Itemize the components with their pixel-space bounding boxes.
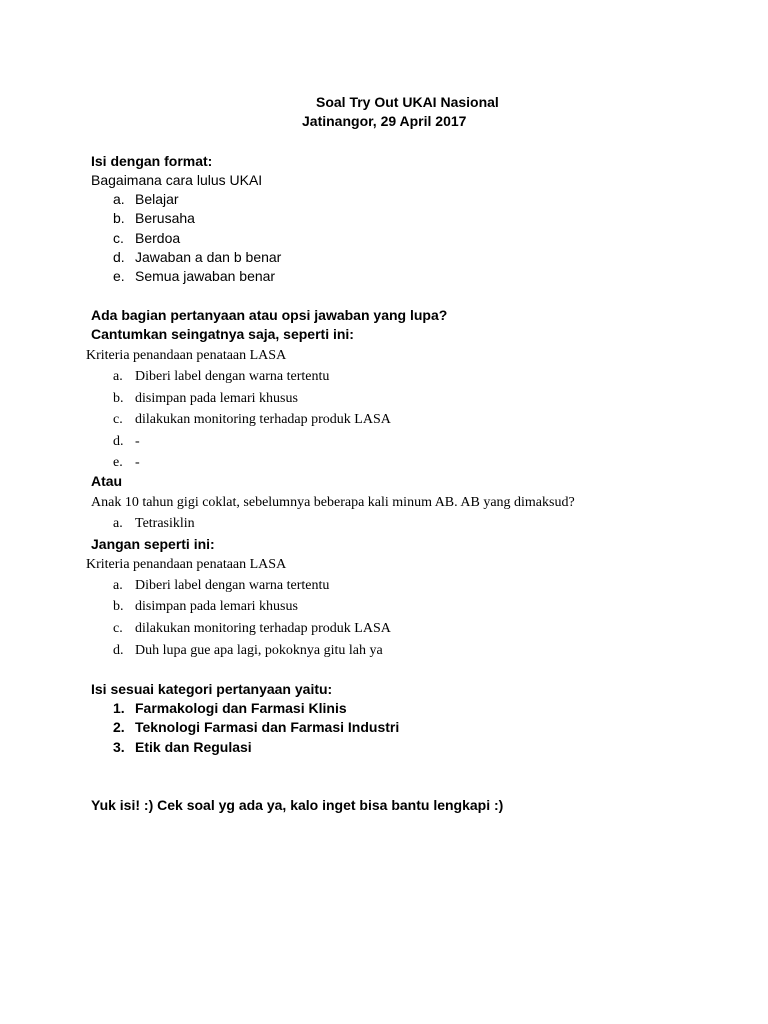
option-marker: b. xyxy=(113,391,124,406)
forgot-option-d xyxy=(113,432,140,451)
forgot-option-a xyxy=(113,367,329,386)
option-text: - xyxy=(135,455,140,470)
dont-option-b xyxy=(113,597,298,616)
option-text: Berdoa xyxy=(135,230,181,246)
format-option-a xyxy=(113,190,179,209)
forgot-option-b xyxy=(113,389,298,408)
option-text: Duh lupa gue apa lagi, pokoknya gitu lah ya xyxy=(135,643,383,658)
dont-question: Kriteria penandaan penataan LASA xyxy=(86,557,287,572)
closing-note: Yuk isi! :) Cek soal yg ada ya, kalo inget bisa bantu lengkapi :) xyxy=(91,797,504,813)
option-text: disimpan pada lemari khusus xyxy=(135,391,298,406)
forgot-instruction: Cantumkan seingatnya saja, seperti ini: xyxy=(91,326,354,342)
category-heading: Isi sesuai kategori pertanyaan yaitu: xyxy=(91,681,333,697)
forgot-option-e xyxy=(113,453,140,472)
item-marker: 3. xyxy=(113,739,125,755)
dont-heading: Jangan seperti ini: xyxy=(91,536,215,552)
option-text: Belajar xyxy=(135,191,179,207)
option-marker: c. xyxy=(113,412,123,427)
option-marker: a. xyxy=(113,369,123,384)
document-title: Soal Try Out UKAI Nasional xyxy=(316,94,499,110)
forgot-heading: Ada bagian pertanyaan atau opsi jawaban yang lupa? xyxy=(91,307,448,323)
option-marker: b. xyxy=(113,210,125,226)
option-marker: c. xyxy=(113,230,124,246)
option-marker: d. xyxy=(113,643,124,658)
option-marker: a. xyxy=(113,516,123,531)
format-question: Bagaimana cara lulus UKAI xyxy=(91,172,263,188)
item-marker: 2. xyxy=(113,719,125,735)
document-date: Jatinangor, 29 April 2017 xyxy=(302,113,467,129)
format-option-d xyxy=(113,248,281,267)
category-item-1 xyxy=(113,699,347,718)
format-heading: Isi dengan format: xyxy=(91,153,213,169)
option-marker: d. xyxy=(113,249,125,265)
option-marker: b. xyxy=(113,599,124,614)
option-marker: c. xyxy=(113,621,123,636)
format-option-c xyxy=(113,229,180,248)
item-text: Farmakologi dan Farmasi Klinis xyxy=(135,700,347,716)
dont-option-c xyxy=(113,619,391,638)
format-option-b xyxy=(113,209,195,228)
option-text: dilakukan monitoring terhadap produk LASA xyxy=(135,621,391,636)
option-text: Jawaban a dan b benar xyxy=(135,249,282,265)
forgot-option-c xyxy=(113,410,391,429)
option-marker: e. xyxy=(113,268,125,284)
option-marker: a. xyxy=(113,191,125,207)
atau-question: Anak 10 tahun gigi coklat, sebelumnya beberapa kali minum AB. AB yang dimaksud? xyxy=(91,495,575,510)
option-text: disimpan pada lemari khusus xyxy=(135,599,298,614)
item-text: Etik dan Regulasi xyxy=(135,739,252,755)
option-marker: d. xyxy=(113,434,124,449)
option-marker: e. xyxy=(113,455,123,470)
atau-heading: Atau xyxy=(91,473,123,489)
option-text: - xyxy=(135,434,140,449)
option-text: Diberi label dengan warna tertentu xyxy=(135,369,330,384)
dont-option-a xyxy=(113,576,329,595)
option-text: dilakukan monitoring terhadap produk LASA xyxy=(135,412,391,427)
forgot-question: Kriteria penandaan penataan LASA xyxy=(86,348,287,363)
item-marker: 1. xyxy=(113,700,125,716)
option-text: Tetrasiklin xyxy=(135,516,195,531)
option-text: Semua jawaban benar xyxy=(135,268,276,284)
category-item-3 xyxy=(113,738,252,757)
category-item-2 xyxy=(113,718,399,737)
item-text: Teknologi Farmasi dan Farmasi Industri xyxy=(135,719,400,735)
format-option-e xyxy=(113,267,275,286)
option-text: Berusaha xyxy=(135,210,195,226)
option-marker: a. xyxy=(113,578,123,593)
dont-option-d xyxy=(113,641,383,660)
option-text: Diberi label dengan warna tertentu xyxy=(135,578,330,593)
atau-option-a xyxy=(113,514,195,533)
